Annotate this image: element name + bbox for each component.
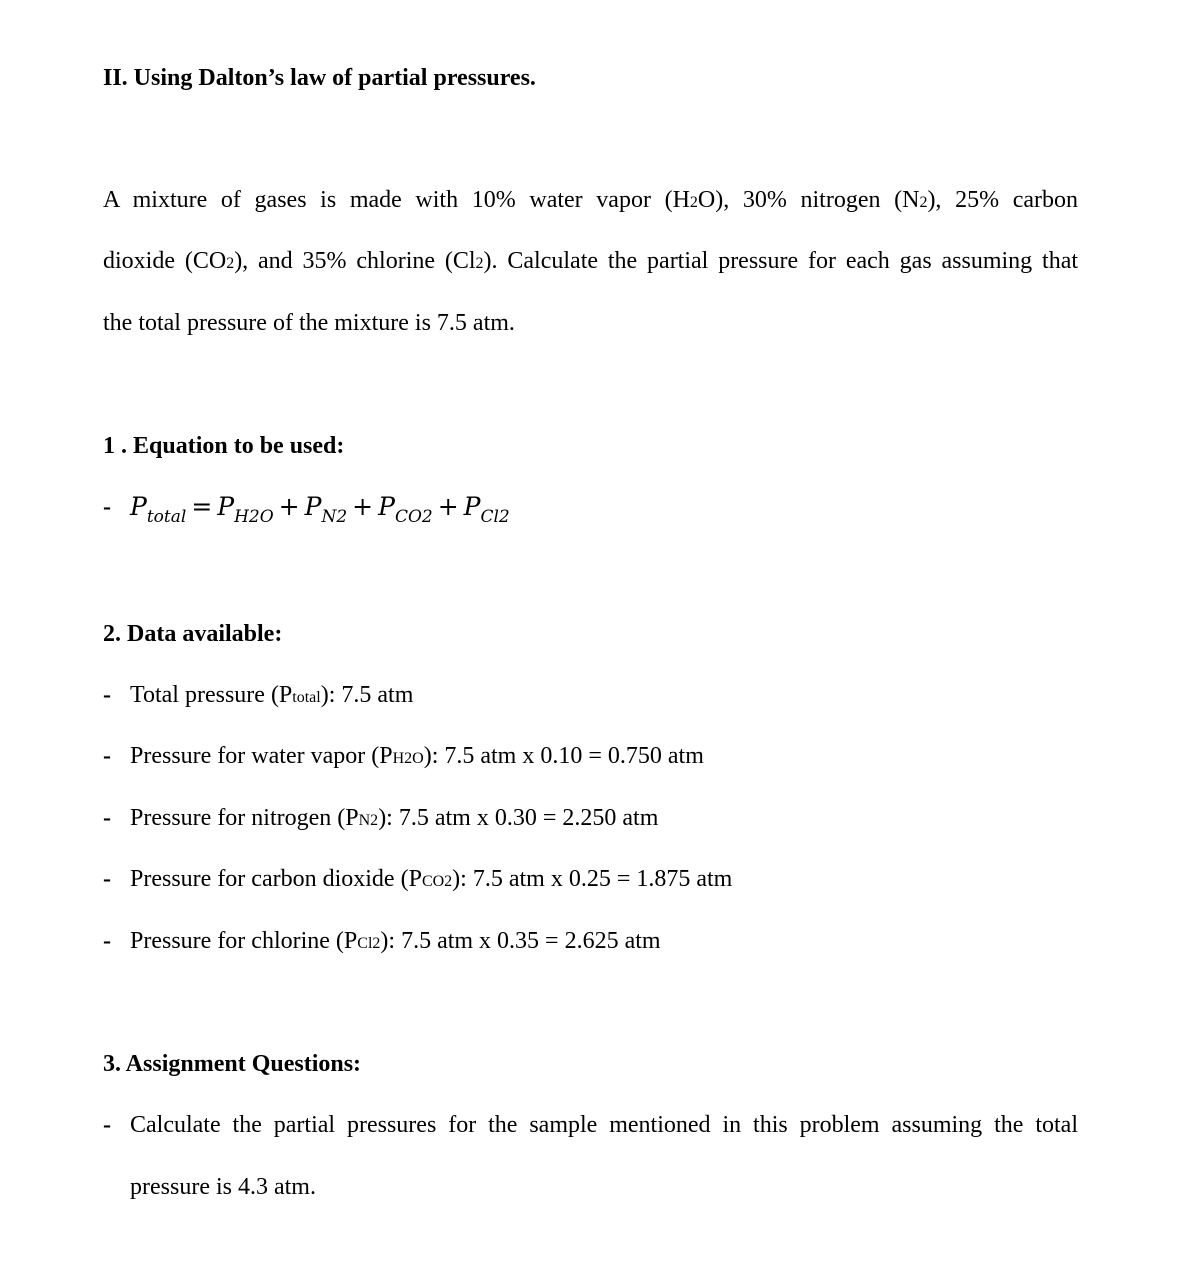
data-section-title: 2. Data available:	[103, 621, 283, 647]
data-item-n2: Pressure for nitrogen (PN2): 7.5 atm x 0.30 = 2.250 atm	[130, 805, 659, 831]
equation-section-title: 1 . Equation to be used:	[103, 433, 345, 459]
bullet-dash: -	[103, 866, 111, 892]
data-item-cl2: Pressure for chlorine (PCl2): 7.5 atm x 0.35 = 2.625 atm	[130, 928, 661, 954]
bullet-dash: -	[103, 682, 111, 708]
section-heading: II. Using Dalton’s law of partial pressures.	[103, 65, 536, 91]
question-line-1: Calculate the partial pressures for the sample mentioned in this problem assuming the total	[130, 1112, 1078, 1138]
bullet-dash: -	[103, 1112, 111, 1138]
bullet-dash: -	[103, 494, 111, 520]
data-item-h2o: Pressure for water vapor (PH2O): 7.5 atm x 0.10 = 0.750 atm	[130, 743, 704, 769]
intro-line-3: the total pressure of the mixture is 7.5 atm.	[103, 310, 515, 336]
question-line-2: pressure is 4.3 atm.	[130, 1174, 316, 1200]
bullet-dash: -	[103, 743, 111, 769]
intro-line-1: A mixture of gases is made with 10% water vapor (H2O), 30% nitrogen (N2), 25% carbon	[103, 187, 1078, 213]
dalton-equation: $P_{total} = P_{H2O} + P_{N2} + P_{CO2} + P_{Cl2}$	[130, 492, 510, 527]
data-item-co2: Pressure for carbon dioxide (PCO2): 7.5 atm x 0.25 = 1.875 atm	[130, 866, 733, 892]
intro-line-2: dioxide (CO2), and 35% chlorine (Cl2). Calculate the partial pressure for each gas assuming that	[103, 248, 1079, 274]
data-item-total: Total pressure (Ptotal): 7.5 atm	[130, 682, 414, 708]
questions-section-title: 3. Assignment Questions:	[103, 1051, 362, 1077]
bullet-dash: -	[103, 928, 111, 954]
bullet-dash: -	[103, 805, 111, 831]
